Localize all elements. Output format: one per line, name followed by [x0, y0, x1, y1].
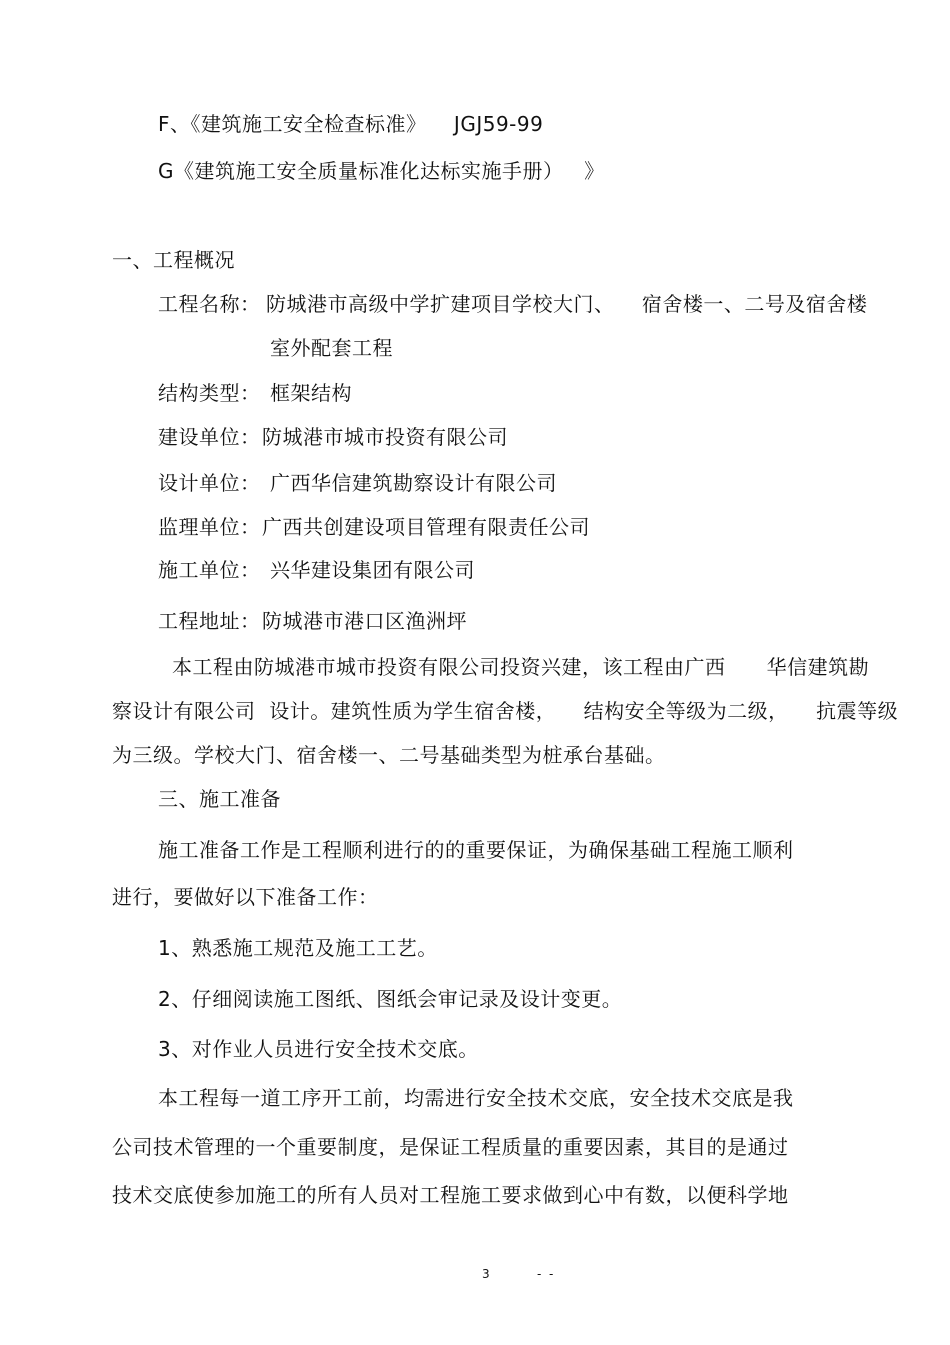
- safety-paragraph-line-2: 公司技术管理的一个重要制度，是保证工程质量的重要因素，其目的是通过: [112, 1135, 789, 1159]
- designer-label: 设计单位：: [158, 471, 261, 495]
- project-name-label: 工程名称：: [158, 292, 261, 316]
- contractor-label: 施工单位：: [158, 558, 261, 582]
- address-label: 工程地址：: [158, 609, 261, 633]
- owner-label: 建设单位：: [158, 425, 261, 449]
- supervisor-value: 广西共创建设项目管理有限责任公司: [262, 515, 590, 539]
- footer-dashes: - -: [537, 1267, 554, 1281]
- prep-item-2: 2、仔细阅读施工图纸、图纸会审记录及设计变更。: [158, 987, 623, 1011]
- reference-g: G《建筑施工安全质量标准化达标实施手册） 》: [158, 159, 605, 183]
- prep-intro-line-2: 进行，要做好以下准备工作：: [112, 885, 379, 909]
- contractor-value: 兴华建设集团有限公司: [270, 558, 475, 582]
- designer-value: 广西华信建筑勘察设计有限公司: [270, 471, 557, 495]
- safety-paragraph-line-1: 本工程每一道工序开工前，均需进行安全技术交底，安全技术交底是我: [158, 1086, 794, 1110]
- reference-f: F、《建筑施工安全检查标准》 JGJ59-99: [158, 112, 544, 136]
- overview-paragraph-line-2: 察设计有限公司 设计。建筑性质为学生宿舍楼， 结构安全等级为二级， 抗震等级: [112, 699, 899, 723]
- section1-heading: 一、工程概况: [112, 248, 235, 272]
- project-name-value-cont: 室外配套工程: [270, 336, 393, 360]
- section3-heading: 三、施工准备: [158, 787, 281, 811]
- overview-paragraph-line-3: 为三级。学校大门、宿舍楼一、二号基础类型为桩承台基础。: [112, 743, 666, 767]
- project-name-value: 防城港市高级中学扩建项目学校大门、 宿舍楼一、二号及宿舍楼: [266, 292, 868, 316]
- structure-value: 框架结构: [270, 381, 352, 405]
- prep-item-3: 3、对作业人员进行安全技术交底。: [158, 1037, 479, 1061]
- prep-item-1: 1、熟悉施工规范及施工工艺。: [158, 936, 438, 960]
- overview-paragraph-line-1: 本工程由防城港市城市投资有限公司投资兴建，该工程由广西 华信建筑勘: [172, 655, 870, 679]
- page-number: 3: [482, 1267, 490, 1281]
- address-value: 防城港市港口区渔洲坪: [262, 609, 467, 633]
- owner-value: 防城港市城市投资有限公司: [262, 425, 508, 449]
- safety-paragraph-line-3: 技术交底使参加施工的所有人员对工程施工要求做到心中有数，以便科学地: [112, 1183, 789, 1207]
- supervisor-label: 监理单位：: [158, 515, 261, 539]
- structure-label: 结构类型：: [158, 381, 261, 405]
- prep-intro-line-1: 施工准备工作是工程顺利进行的的重要保证，为确保基础工程施工顺利: [158, 838, 794, 862]
